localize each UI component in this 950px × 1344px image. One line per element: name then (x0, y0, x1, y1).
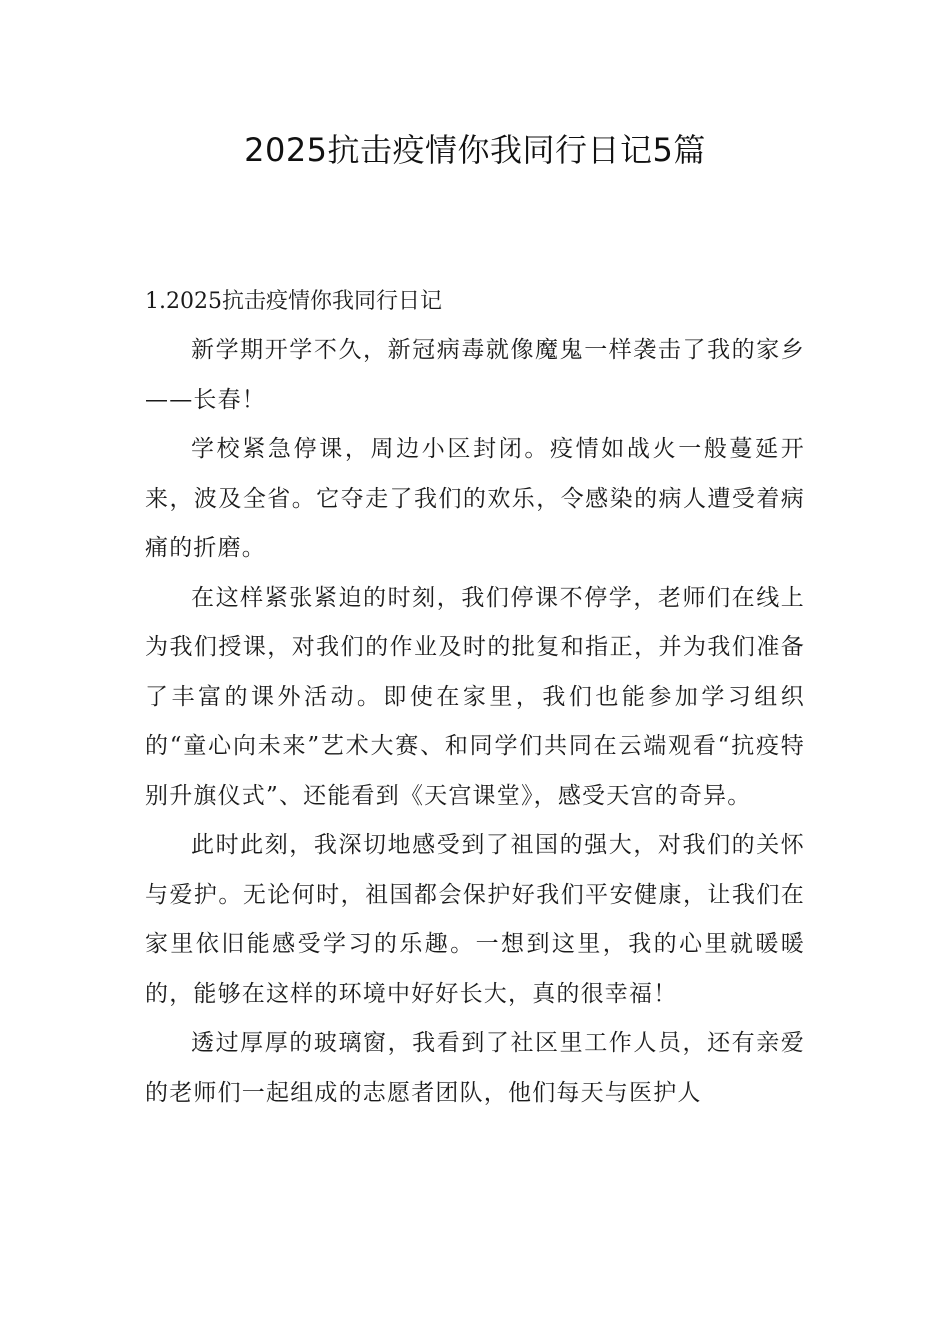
document-body (145, 277, 805, 1118)
document-title: 2025抗击疫情你我同行日记5篇 (244, 131, 706, 169)
paragraph-1: 新学期开学不久，新冠病毒就像魔鬼一样袭击了我的家乡——长春！ (145, 337, 805, 413)
paragraph-4: 此时此刻，我深切地感受到了祖国的强大，对我们的关怀与爱护。无论何时，祖国都会保护好我们平安健康，让我们在家里依旧能感受学习的乐趣。一想到这里，我的心里就暖暖的，能够在这样的环境中好好长大，真的很幸福！ (145, 832, 805, 1007)
paragraph-2: 学校紧急停课，周边小区封闭。疫情如战火一般蔓延开来，波及全省。它夺走了我们的欢乐，令感染的病人遭受着病痛的折磨。 (145, 436, 805, 561)
paragraph-5: 透过厚厚的玻璃窗，我看到了社区里工作人员，还有亲爱的老师们一起组成的志愿者团队，他们每天与医护人 (145, 1030, 805, 1106)
paragraph-3: 在这样紧张紧迫的时刻，我们停课不停学，老师们在线上为我们授课，对我们的作业及时的批复和指正，并为我们准备了丰富的课外活动。即使在家里，我们也能参加学习组织的“童心向未来”艺术大赛、和同学们共同在云端观看“抗疫特别升旗仪式”、还能看到《天宫课堂》，感受天宫的奇异。 (145, 584, 805, 809)
section-heading: 1.2025抗击疫情你我同行日记 (145, 289, 442, 314)
